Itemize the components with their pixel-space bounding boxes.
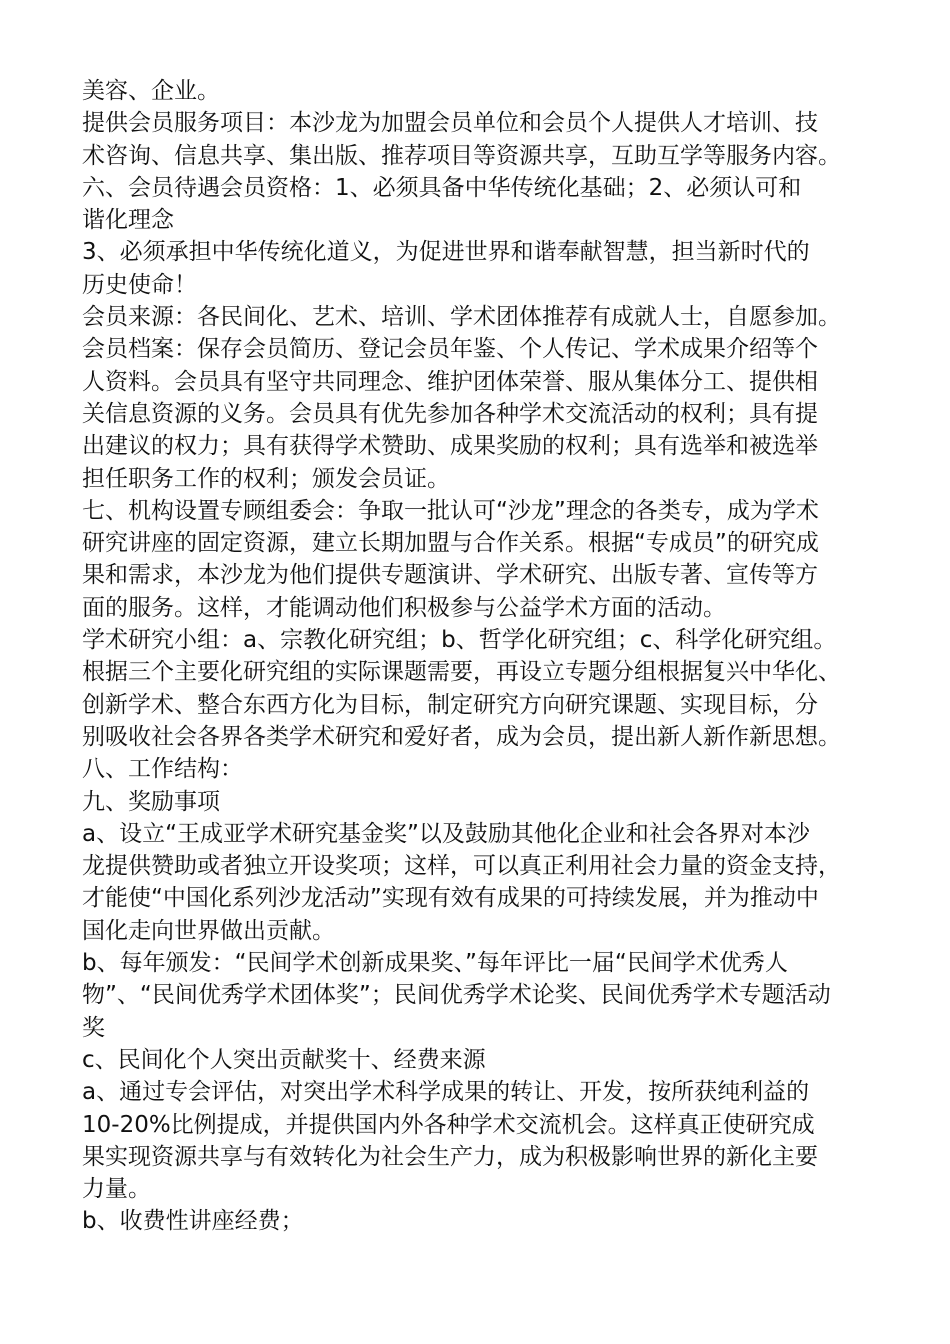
text-line: 九、奖励事项	[82, 788, 220, 815]
text-line: 术咨询、信息共享、集出版、推荐项目等资源共享，互助互学等服务内容。	[82, 142, 841, 169]
text-line: 力量。	[82, 1176, 151, 1203]
text-line: 出建议的权力；具有获得学术赞助、成果奖励的权利；具有选举和被选举	[82, 433, 818, 460]
text-line: 面的服务。这样，才能调动他们积极参与公益学术方面的活动。	[82, 594, 726, 621]
text-line: 历史使命！	[82, 271, 197, 298]
text-line: 会员档案：保存会员简历、登记会员年鉴、个人传记、学术成果介绍等个	[82, 336, 818, 363]
text-line: 果和需求，本沙龙为他们提供专题演讲、学术研究、出版专著、宣传等方	[82, 562, 818, 589]
text-line: 才能使“中国化系列沙龙活动”实现有效有成果的可持续发展，并为推动中	[82, 885, 819, 912]
text-line: 八、工作结构：	[82, 756, 243, 783]
text-line: 龙提供赞助或者独立开设奖项；这样，可以真正利用社会力量的资金支持，	[82, 853, 841, 880]
text-line: b、每年颁发：“民间学术创新成果奖、”每年评比一届“民间学术优秀人	[82, 950, 788, 977]
text-line: c、民间化个人突出贡献奖十、经费来源	[82, 1046, 486, 1073]
text-line: 10-20%比例提成，并提供国内外各种学术交流机会。这样真正使研究成	[82, 1111, 815, 1138]
text-line: 关信息资源的义务。会员具有优先参加各种学术交流活动的权利；具有提	[82, 400, 818, 427]
text-line: a、通过专会评估，对突出学术科学成果的转让、开发，按所获纯利益的	[82, 1079, 810, 1106]
text-line: 研究讲座的固定资源，建立长期加盟与合作关系。根据“专成员”的研究成	[82, 530, 819, 557]
text-line: 担任职务工作的权利；颁发会员证。	[82, 465, 450, 492]
text-line: 提供会员服务项目：本沙龙为加盟会员单位和会员个人提供人才培训、技	[82, 110, 818, 137]
text-line: 国化走向世界做出贡献。	[82, 917, 335, 944]
text-line: 别吸收社会各界各类学术研究和爱好者，成为会员，提出新人新作新思想。	[82, 723, 841, 750]
text-line: 创新学术、整合东西方化为目标，制定研究方向研究课题、实现目标，分	[82, 691, 818, 718]
text-line: 人资料。会员具有坚守共同理念、维护团体荣誉、服从集体分工、提供相	[82, 368, 818, 395]
text-line: 美容、企业。	[82, 78, 220, 104]
text-line: 奖	[82, 1014, 105, 1041]
text-line: 七、机构设置专顾组委会：争取一批认可“沙龙”理念的各类专，成为学术	[82, 497, 819, 524]
text-line: 会员来源：各民间化、艺术、培训、学术团体推荐有成就人士，自愿参加。	[82, 304, 841, 331]
text-line: a、设立“王成亚学术研究基金奖”以及鼓励其他化企业和社会各界对本沙	[82, 820, 810, 847]
text-line: 物”、“民间优秀学术团体奖”；民间优秀学术论奖、民间优秀学术专题活动	[82, 982, 831, 1009]
text-line: 根据三个主要化研究组的实际课题需要，再设立专题分组根据复兴中华化、	[82, 659, 841, 686]
text-line: 3、必须承担中华传统化道义，为促进世界和谐奉献智慧，担当新时代的	[82, 239, 810, 266]
text-line: 果实现资源共享与有效转化为社会生产力，成为积极影响世界的新化主要	[82, 1143, 818, 1170]
text-line: 谐化理念	[82, 207, 174, 234]
text-line: b、收费性讲座经费；	[82, 1208, 304, 1235]
text-line: 学术研究小组：a、宗教化研究组；b、哲学化研究组；c、科学化研究组。	[82, 627, 837, 654]
text-line: 六、会员待遇会员资格：1、必须具备中华传统化基础；2、必须认可和	[82, 174, 802, 201]
document-body	[82, 75, 922, 1238]
